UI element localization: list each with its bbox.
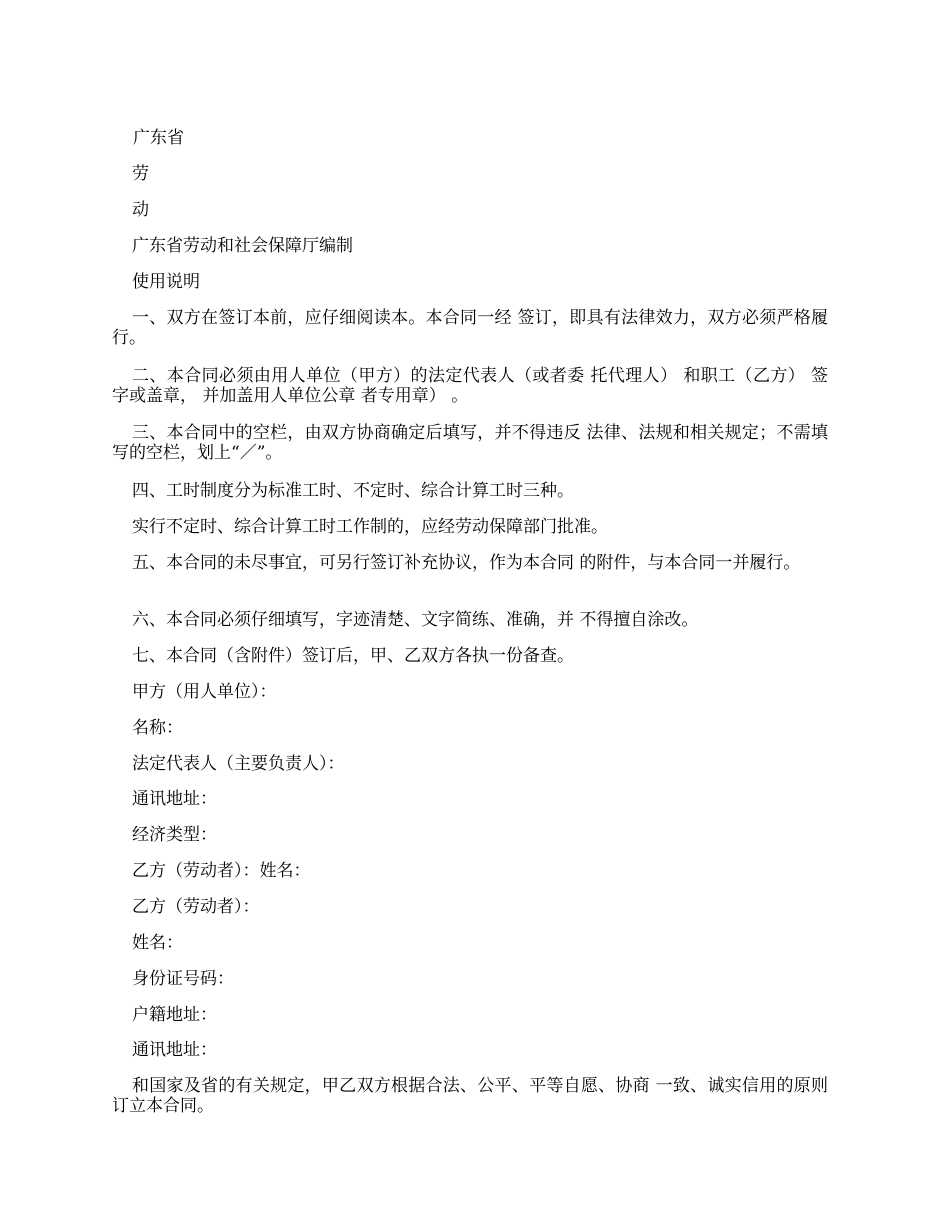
party-b-field: 乙方（劳动者）： <box>132 897 260 917</box>
party-a-field: 通讯地址： <box>132 789 217 809</box>
party-b-field: 姓名： <box>132 933 183 953</box>
party-a-field: 经济类型： <box>132 825 217 845</box>
header-char-lao: 劳 <box>132 164 149 184</box>
party-b-field: 通讯地址： <box>132 1040 217 1060</box>
instruction-item: 实行不定时、综合计算工时工作制的，应经劳动保障部门批准。 <box>132 517 608 537</box>
party-a-field: 名称： <box>132 718 183 738</box>
party-b-field: 乙方（劳动者）：姓名： <box>132 861 311 881</box>
party-b-field: 身份证号码： <box>132 969 234 989</box>
instruction-item: 五、本合同的未尽事宜，可另行签订补充协议，作为本合同 的附件，与本合同一并履行。 <box>132 553 801 573</box>
instruction-item: 六、本合同必须仔细填写，字迹清楚、文字简练、准确，并 不得擅自涂改。 <box>132 610 699 630</box>
instruction-item: 三、本合同中的空栏，由双方协商确定后填写，并不得违反 法律、法规和相关规定；不需填写的空栏，划上“／”。 <box>112 423 828 463</box>
party-a-field: 甲方（用人单位）： <box>132 682 277 702</box>
instruction-item: 七、本合同（含附件）签订后，甲、乙双方各执一份备查。 <box>132 646 574 666</box>
instructions-title: 使用说明 <box>132 272 200 292</box>
instruction-item: 四、工时制度分为标准工时、不定时、综合计算工时三种。 <box>132 481 574 501</box>
closing-paragraph: 和国家及省的有关规定，甲乙双方根据合法、公平、平等自愿、协商 一致、诚实信用的原则订立本合同。 <box>112 1076 828 1116</box>
header-province: 广东省 <box>133 128 184 148</box>
instruction-item: 一、双方在签订本前，应仔细阅读本。本合同一经 签订，即具有法律效力，双方必须严格履行。 <box>112 308 828 348</box>
party-a-field: 法定代表人（主要负责人）： <box>132 754 345 774</box>
instruction-item: 二、本合同必须由用人单位（甲方）的法定代表人（或者委 托代理人） 和职工（乙方） 签字或盖章， 并加盖用人单位公章 者专用章） 。 <box>112 366 828 406</box>
header-char-dong: 动 <box>132 200 149 220</box>
party-b-field: 户籍地址： <box>132 1005 217 1025</box>
publisher: 广东省劳动和社会保障厅编制 <box>132 236 353 256</box>
